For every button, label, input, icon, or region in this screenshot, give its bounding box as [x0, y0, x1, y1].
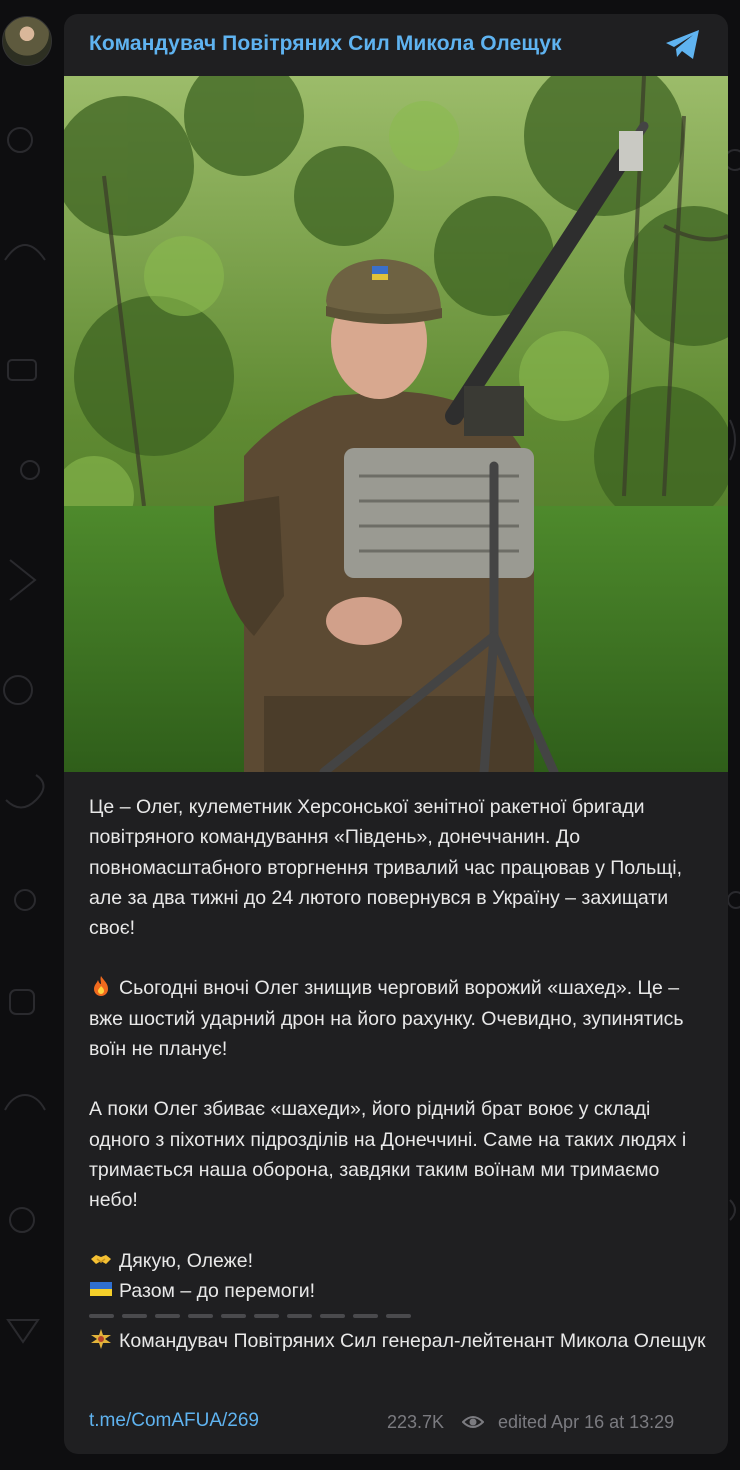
- message-header: [64, 14, 728, 76]
- together-line: [89, 1276, 709, 1306]
- channel-avatar[interactable]: [2, 16, 52, 66]
- handshake-icon: [89, 1247, 113, 1271]
- post-link[interactable]: t.me/ComAFUA/269: [89, 1410, 259, 1431]
- post-paragraph-2: [89, 973, 709, 1064]
- telegram-icon[interactable]: [664, 28, 702, 62]
- separator-dashes: [89, 1314, 709, 1318]
- message-bubble: [64, 14, 728, 1454]
- post-paragraph-2-text: Сьогодні вночі Олег знищив черговий ворожий «шахед». Це – вже шостий ударний дрон на його рахунку. Очевидно, зупинятись воїн не планує!: [89, 977, 684, 1061]
- signature-text: Командувач Повітряних Сил генерал-лейтенант Микола Олещук: [119, 1330, 706, 1353]
- signature-line: [89, 1326, 709, 1356]
- post-paragraph-1: Це – Олег, кулеметник Херсонської зенітної ракетної бригади повітряного командування «Південь», донеччанин. До повномасштабного вторгнення тривалий час працював у Польщі, але за два тижні до 24 лютого повернувся в Україну – захищати своє!: [89, 796, 683, 940]
- message-footer: [64, 1406, 728, 1446]
- fire-icon: [89, 974, 113, 998]
- post-paragraph-3: А поки Олег збиває «шахеди», його рідний брат воює у складі одного з піхотних підрозділів на Донеччині. Саме на таких людях і тримається наша оборона, завдяки таким воїнам ми тримаємо небо!: [89, 1098, 687, 1212]
- views-count: 223.7K: [387, 1412, 445, 1432]
- eye-icon: [462, 1414, 484, 1430]
- edited-timestamp: edited Apr 16 at 13:29: [498, 1412, 675, 1432]
- together-text: Разом – до перемоги!: [119, 1279, 316, 1302]
- ukraine-flag-icon: [89, 1277, 113, 1301]
- post-photo[interactable]: [64, 76, 728, 772]
- channel-name-link[interactable]: Командувач Повітряних Сил Микола Олещук: [89, 32, 562, 55]
- thanks-line: [89, 1246, 709, 1276]
- post-text: [89, 792, 709, 1356]
- thanks-text: Дякую, Олеже!: [119, 1249, 253, 1272]
- air-force-emblem-icon: [89, 1327, 113, 1351]
